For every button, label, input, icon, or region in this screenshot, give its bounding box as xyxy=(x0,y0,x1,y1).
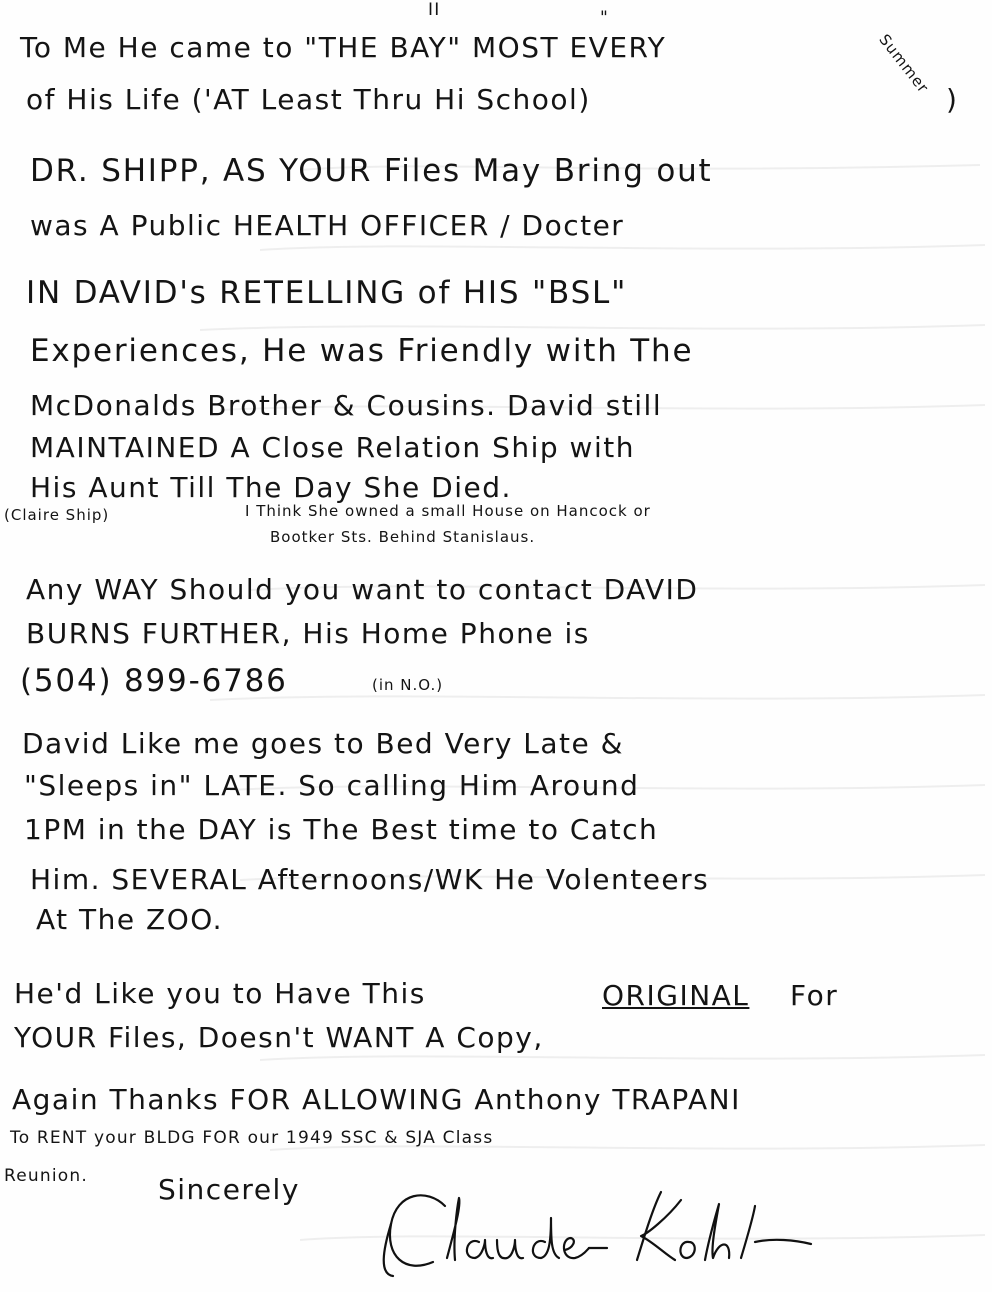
phone-location-note: (in N.O.) xyxy=(372,676,444,694)
letter-line-14: 1PM in the DAY is The Best time to Catch xyxy=(24,813,659,846)
letter-line-11: BURNS FURTHER, His Home Phone is xyxy=(26,617,590,650)
letter-line-15: Him. SEVERAL Afternoons/WK He Volenteers xyxy=(30,863,710,896)
phone-number: (504) 899-6786 xyxy=(20,663,288,699)
letter-line-13: "Sleeps in" LATE. So calling Him Around xyxy=(24,769,640,802)
letter-line-19: YOUR Files, Doesn't WANT A Copy, xyxy=(14,1021,544,1054)
letter-line-21: To RENT your BLDG FOR our 1949 SSC & SJA Class xyxy=(10,1128,494,1148)
house-note-line-1: I Think She owned a small House on Hancock or xyxy=(245,502,651,520)
letter-line-18: For xyxy=(790,979,839,1012)
roman-numeral-note: II xyxy=(428,0,441,20)
claire-note: (Claire Ship) xyxy=(4,506,110,524)
letter-line-7: McDonalds Brother & Cousins. David still xyxy=(30,389,663,422)
letter-line-10: Any WAY Should you want to contact DAVID xyxy=(26,573,699,606)
letter-line-5: IN DAVID's RETELLING of HIS "BSL" xyxy=(26,275,628,311)
letter-line-2: of His Life ('AT Least Thru Hi School) xyxy=(26,83,591,116)
quote-mark-note: " xyxy=(600,8,610,28)
letter-line-16: At The ZOO. xyxy=(36,903,224,936)
summer-note: Summer xyxy=(875,30,933,97)
letter-line-6: Experiences, He was Friendly with The xyxy=(30,333,694,369)
letter-line-12: David Like me goes to Bed Very Late & xyxy=(22,727,624,760)
letter-line-9: His Aunt Till The Day She Died. xyxy=(30,471,512,504)
letter-line-22: Reunion. xyxy=(4,1166,88,1186)
closing-sincerely: Sincerely xyxy=(158,1173,300,1206)
letter-line-1: To Me He came to "THE BAY" MOST EVERY xyxy=(20,31,667,64)
handwritten-signature xyxy=(375,1178,815,1278)
letter-line-3: DR. SHIPP, AS YOUR Files May Bring out xyxy=(30,153,713,189)
letter-line-4: was A Public HEALTH OFFICER / Docter xyxy=(30,209,625,242)
house-note-line-2: Bootker Sts. Behind Stanislaus. xyxy=(270,528,536,546)
original-word: ORIGINAL xyxy=(602,979,750,1012)
letter-line-8: MAINTAINED A Close Relation Ship with xyxy=(30,431,635,464)
summer-paren: ) xyxy=(946,83,959,116)
letter-line-20: Again Thanks FOR ALLOWING Anthony TRAPANI xyxy=(12,1083,741,1116)
letter-line-17: He'd Like you to Have This xyxy=(14,977,426,1010)
